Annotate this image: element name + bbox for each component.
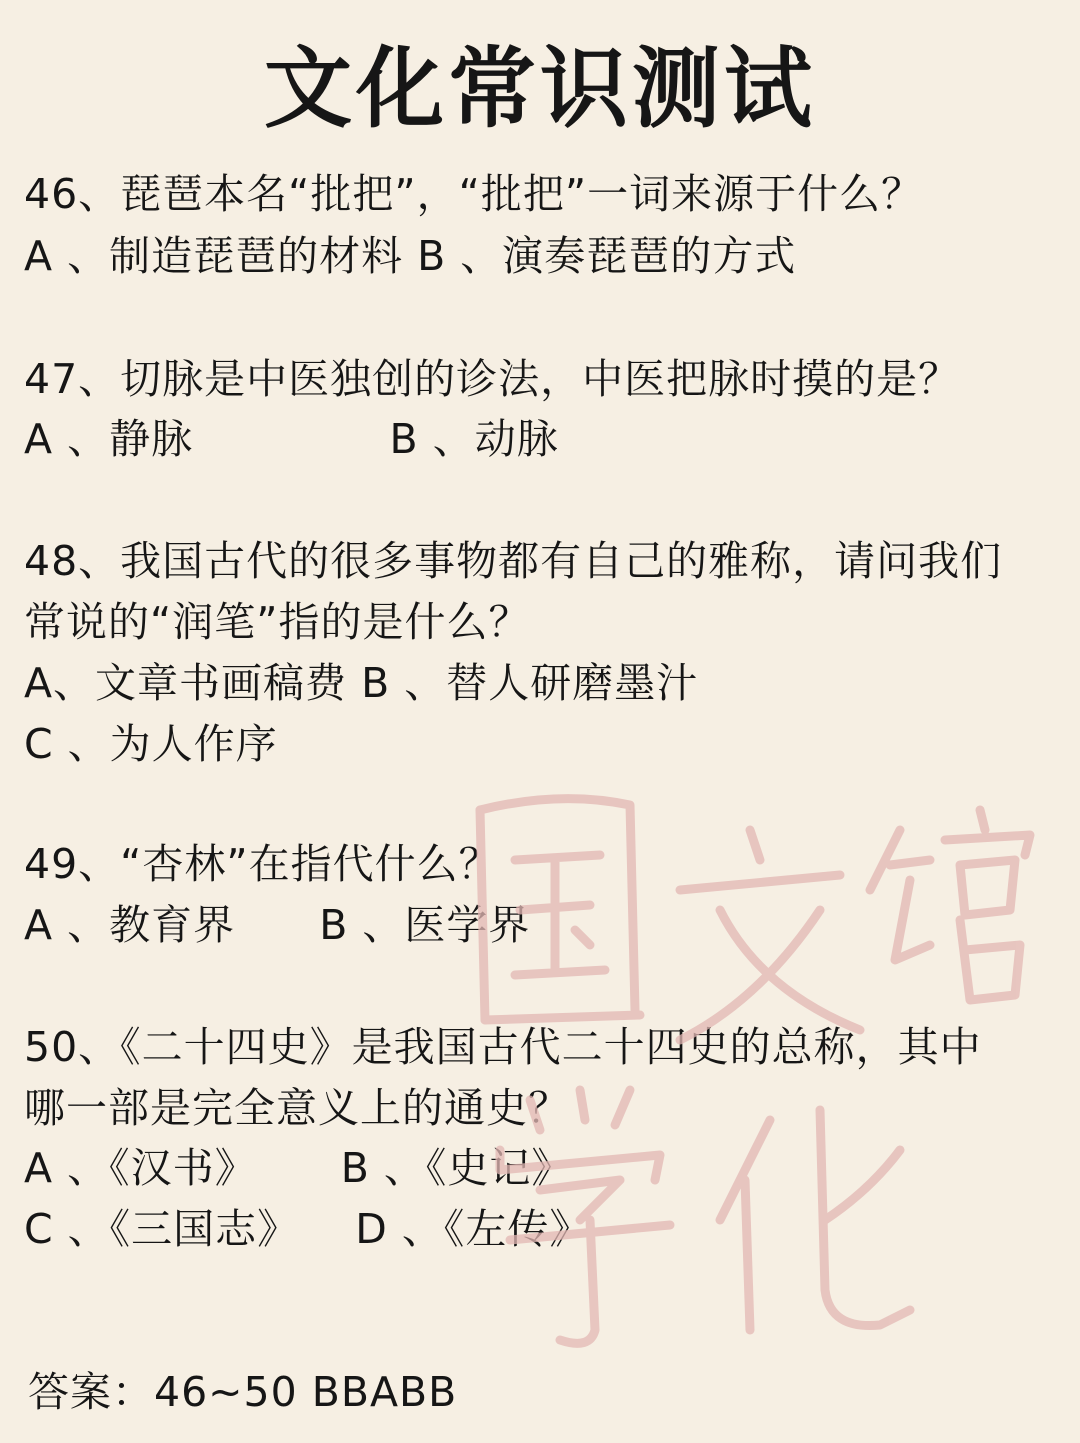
question-47: 47、切脉是中医独创的诊法，中医把脉时摸的是？ <box>24 355 961 403</box>
question-48-options-1: A、文章书画稿费 B 、替人研磨墨汁 <box>24 659 699 707</box>
question-48-line-1: 48、我国古代的很多事物都有自己的雅称，请问我们 <box>24 537 1003 585</box>
page-title: 文化常识测试 <box>263 37 816 140</box>
question-50-options-1: A 、《汉书》 B 、《史记》 <box>24 1144 574 1192</box>
question-49-options: A 、教育界 B 、医学界 <box>24 901 531 949</box>
question-50-line-2: 哪一部是完全意义上的通史？ <box>24 1084 570 1132</box>
question-46-options: A 、制造琵琶的材料 B 、演奏琵琶的方式 <box>24 232 797 280</box>
question-48-options-2: C 、为人作序 <box>24 720 278 768</box>
answer-text: 答案：46~50 BBABB <box>28 1368 458 1416</box>
question-47-options: A 、静脉 B 、动脉 <box>24 415 559 463</box>
question-50-line-1: 50、《二十四史》是我国古代二十四史的总称，其中 <box>24 1023 982 1071</box>
question-48-line-2: 常说的“润笔”指的是什么？ <box>24 598 531 646</box>
question-46: 46、琵琶本名“批把”，“批把”一词来源于什么？ <box>24 170 924 218</box>
question-49: 49、“杏林”在指代什么？ <box>24 840 501 888</box>
question-50-options-2: C 、《三国志》 D 、《左传》 <box>24 1205 592 1253</box>
